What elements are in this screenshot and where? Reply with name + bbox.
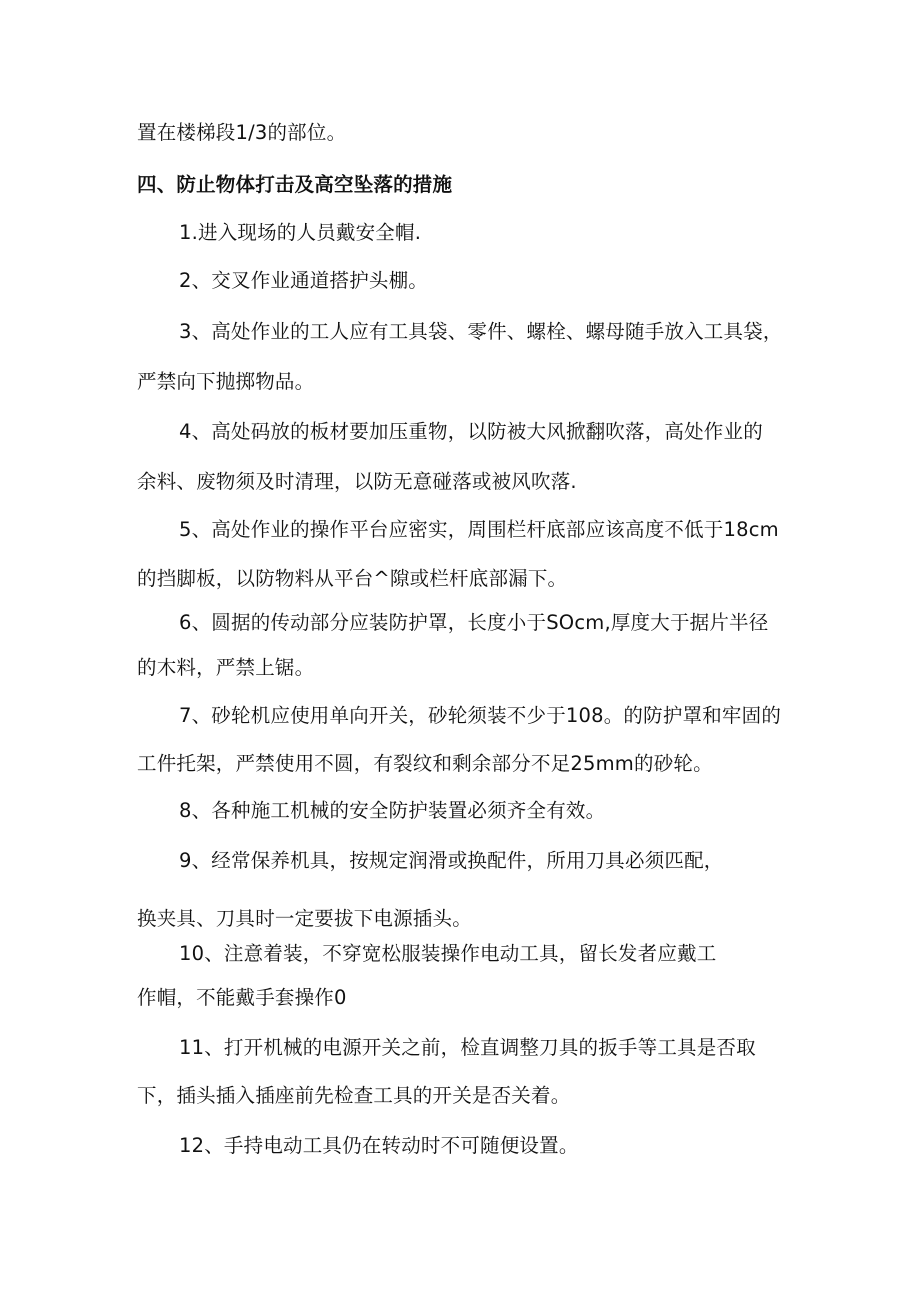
item-2-line-1: 2、交叉作业通道搭护头棚。 (179, 269, 429, 292)
item-8-line-1: 8、各种施工机械的安全防护装置必须齐全有效。 (179, 799, 606, 822)
item-12-line-1: 12、手持电动工具仍在转动时不可随便设置。 (179, 1134, 579, 1157)
item-4-line-2: 余料、废物须及时清理，以防无意碰落或被风吹落. (137, 470, 577, 493)
item-9-line-2: 换夹具、刀具时一定要拔下电源插头。 (137, 907, 472, 930)
item-5-line-1: 5、高处作业的操作平台应密实，周围栏杆底部应该高度不低于18cm (179, 518, 779, 541)
item-1-line-1: 1.进入现场的人员戴安全帽. (179, 221, 422, 244)
item-4-line-1: 4、高处码放的板材要加压重物，以防被大风掀翻吹落，高处作业的 (179, 420, 763, 443)
item-5-line-2: 的挡脚板，以防物料从平台^隙或栏杆底部漏下。 (137, 567, 568, 590)
item-11-line-2: 下，插头插入插座前先检查工具的开关是否关着。 (137, 1084, 571, 1107)
item-6-line-2: 的木料，严禁上锯。 (137, 656, 315, 679)
item-7-line-1: 7、砂轮机应使用单向开关，砂轮须装不少于108。的防护罩和牢固的 (179, 704, 782, 727)
item-9-line-1: 9、经常保养机具，按规定润滑或换配件，所用刀具必须匹配， (179, 849, 724, 872)
item-11-line-1: 11、打开机械的电源开关之前，检直调整刀具的扳手等工具是否取 (179, 1036, 756, 1059)
item-3-line-1: 3、高处作业的工人应有工具袋、零件、螺栓、螺母随手放入工具袋， (179, 320, 783, 343)
item-7-line-2: 工件托架，严禁使用不圆，有裂纹和剩余部分不足25mm的砂轮。 (137, 752, 713, 775)
item-10-line-1: 10、注意着装，不穿宽松服装操作电动工具，留长发者应戴工 (179, 942, 717, 965)
item-6-line-1: 6、圆据的传动部分应装防护罩，长度小于SOcm,厚度大于据片半径 (179, 611, 769, 634)
item-3-line-2: 严禁向下抛掷物品。 (137, 370, 315, 393)
item-10-line-2: 作帽，不能戴手套操作0 (137, 986, 347, 1009)
continuation-text: 置在楼梯段1/3的部位。 (137, 121, 347, 144)
section-heading: 四、防止物体打击及高空坠落的措施 (137, 173, 453, 196)
